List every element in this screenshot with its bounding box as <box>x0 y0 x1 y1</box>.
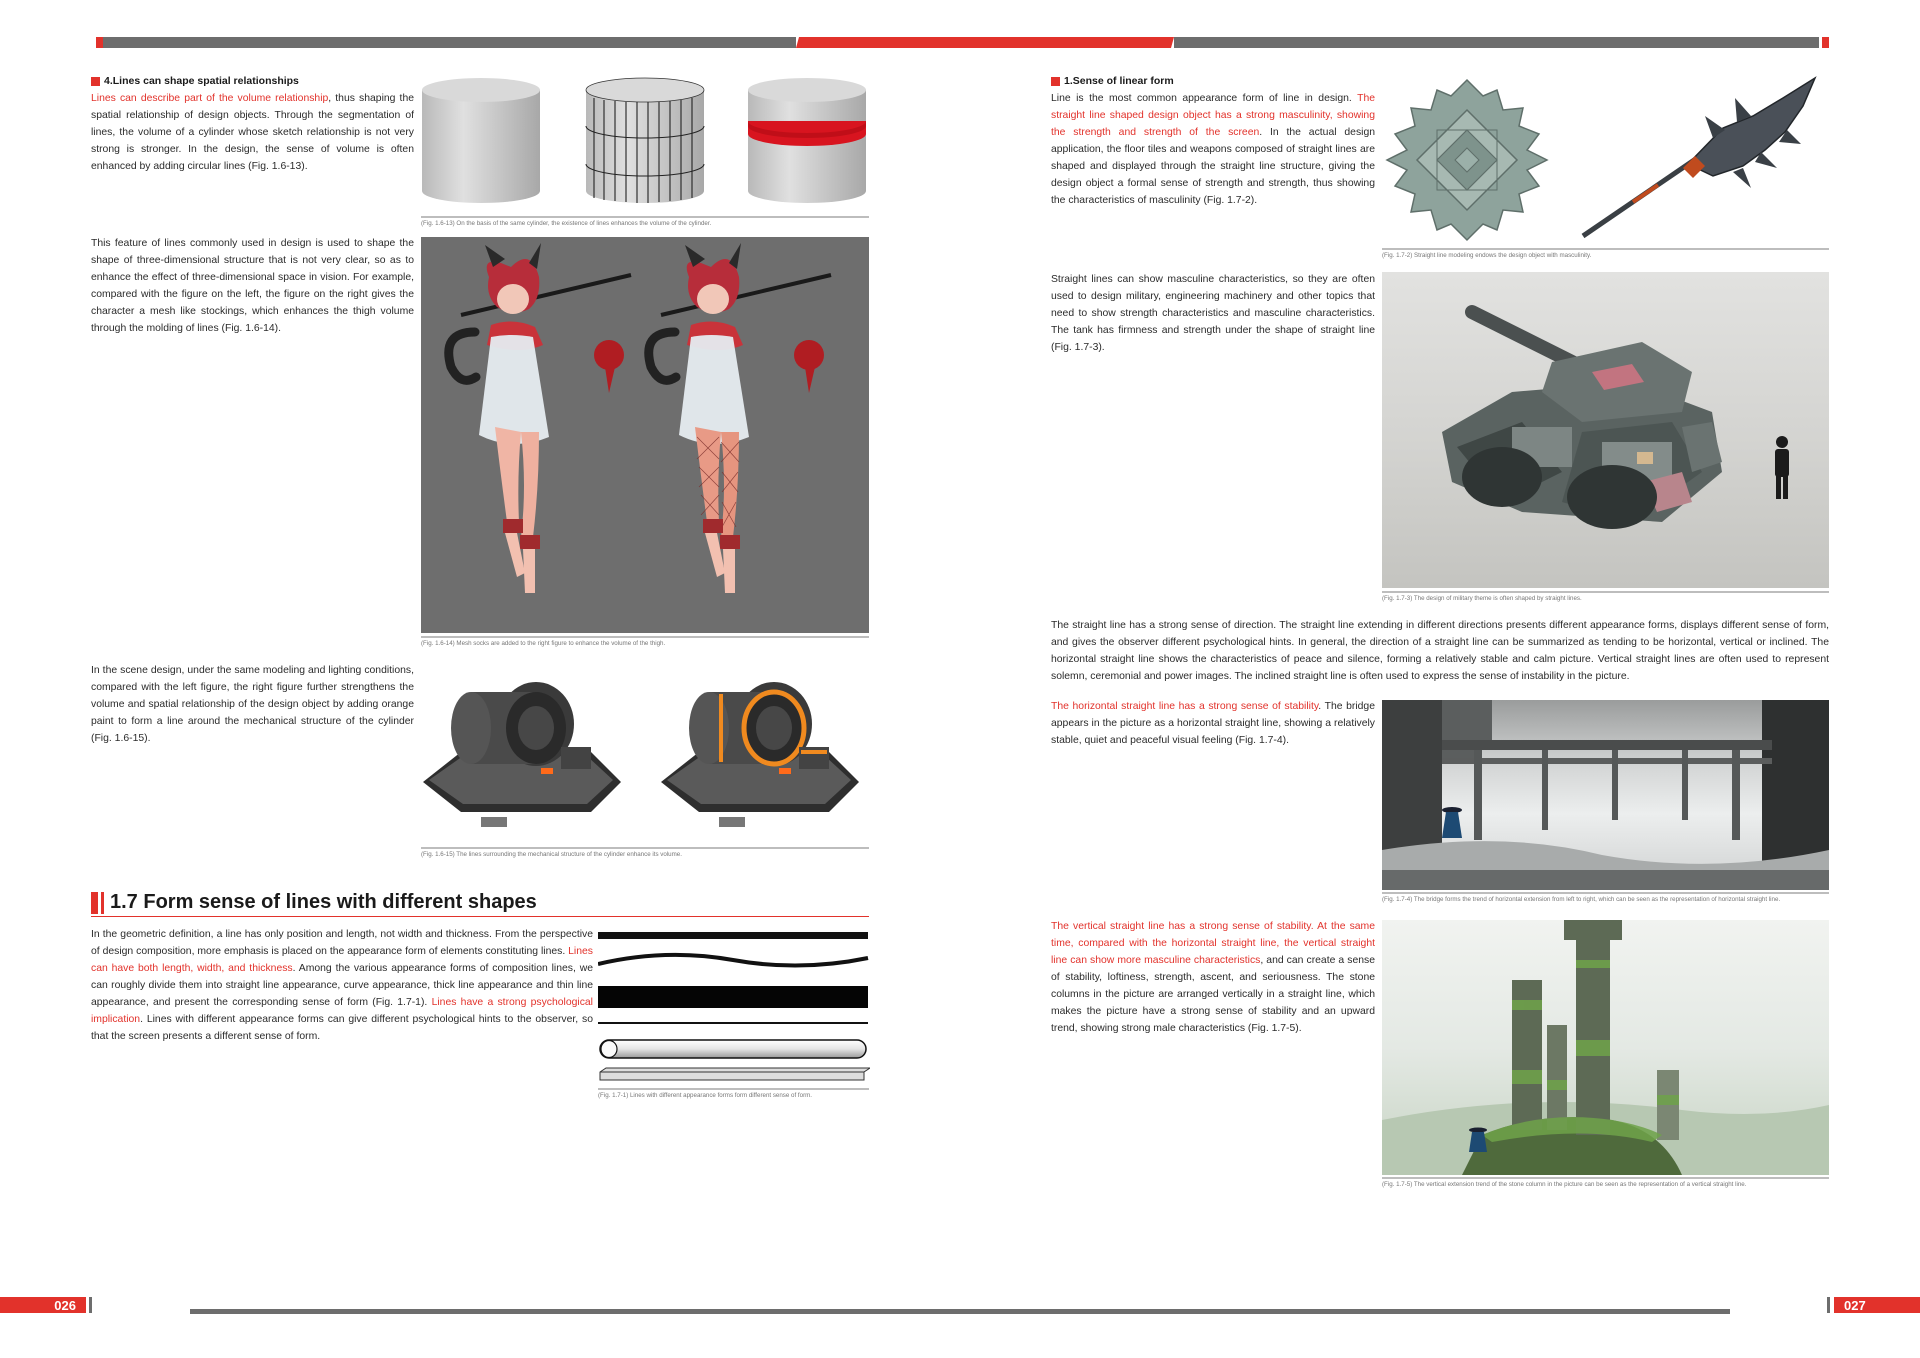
paragraph-text: . Among the various appearance forms of composition lines, we can roughly divide them into straight line appearance, curve appearance, thick line appearance and thin line appearance, and present the corresponding sense of form (Fig. 1.7-1). <box>91 963 593 1008</box>
caption-fig-1-6-14: (Fig. 1.6-14) Mesh socks are added to the right figure to enhance the volume of the thigh. <box>421 636 869 647</box>
figure-bridge <box>1382 700 1829 890</box>
wanderer-figure <box>1442 807 1462 838</box>
machine-right <box>661 682 859 827</box>
section-title-text: 1.7 Form sense of lines with different shapes <box>110 891 537 913</box>
header-bar-red-mark-left <box>96 37 103 48</box>
caption-fig-1-7-5: (Fig. 1.7-5) The vertical extension trend of the stone column in the picture can be seen as the representation of a vertical straight line. <box>1382 1177 1829 1188</box>
paragraph-line-forms <box>91 926 593 1045</box>
wanderer-figure-2 <box>1469 1128 1487 1153</box>
heading-square-icon <box>91 77 100 86</box>
caption-fig-1-6-13: (Fig. 1.6-13) On the basis of the same cylinder, the existence of lines enhances the volume of the cylinder. <box>421 216 869 227</box>
paragraph-volume <box>91 90 414 175</box>
figure-character-mesh <box>421 237 869 633</box>
highlight-text: The straight line shaped design object has a strong masculinity, showing the strength and strength of the screen <box>1051 93 1375 138</box>
section-heading-4-text: 4.Lines can shape spatial relationships <box>104 75 299 87</box>
section-heading-4 <box>91 75 421 87</box>
line-form-thick-straight <box>598 932 868 939</box>
spear-weapon <box>1583 78 1815 236</box>
figure-line-forms <box>598 928 870 1086</box>
paragraph-text: . The bridge appears in the picture as a horizontal straight line, showing a relatively stable, quiet and peaceful visual feeling (Fig. 1.7-4). <box>1051 701 1375 746</box>
header-bar-red-mark-right <box>1822 37 1829 48</box>
footer-mark-right <box>1827 1297 1830 1313</box>
highlight-text: Lines can have both length, width, and thickness <box>91 946 593 974</box>
line-form-rod <box>600 1040 866 1058</box>
figure-cylinders <box>420 76 870 208</box>
section-heading-1-text: 1.Sense of linear form <box>1064 75 1174 87</box>
paragraph-mesh: This feature of lines commonly used in design is used to shape the shape of three-dimensional structure that is not very clear, so as to enhance the effect of three-dimensional space in vision. For example, compared with the figure on the left, the figure on the right gives the character a mesh like stockings, which enhances the thigh volume through the molding of lines (Fig. 1.6-14). <box>91 238 414 334</box>
caption-fig-1-7-1: (Fig. 1.7-1) Lines with different appearance forms form different sense of form. <box>598 1088 869 1099</box>
heading-square-icon <box>1051 77 1060 86</box>
page-number-box-left <box>0 1297 86 1313</box>
line-form-plank <box>600 1068 870 1080</box>
paragraph-text: . In the actual design application, the floor tiles and weapons composed of straight lines are shaped and displayed through the straight line structure, giving the design object a formal sense of strength and strength, thus showing the characteristics of masculinity (Fig. 1.7-2). <box>1051 127 1375 206</box>
header-bar-right-gray <box>1174 37 1819 48</box>
title-bar-mark <box>91 892 98 914</box>
page-number-left: 026 <box>54 1297 76 1313</box>
header-bar-red <box>796 37 1174 48</box>
line-form-curve <box>598 955 868 966</box>
section-title-1-7 <box>91 889 869 917</box>
soldier-silhouette <box>1775 436 1789 499</box>
page-number-right: 027 <box>1844 1297 1866 1313</box>
highlight-text: Lines have a strong psychological implication <box>91 997 593 1025</box>
paragraph-scene: In the scene design, under the same modeling and lighting conditions, compared with the left figure, the right figure further strengthens the volume and spatial relationship of the design object by adding orange paint to form a line around the mechanical structure of the cylinder (Fig. 1.6-15). <box>91 665 414 744</box>
footer-mark-left <box>89 1297 92 1313</box>
highlight-text: The horizontal straight line has a strong sense of stability <box>1051 701 1319 712</box>
paragraph-tank: Straight lines can show masculine characteristics, so they are often used to design military, engineering machinery and other topics that need to show strength characteristics and masculine characteristics. The tank has firmness and strength under the shape of straight line (Fig. 1.7-3). <box>1051 274 1375 353</box>
paragraph-vertical <box>1051 918 1375 1037</box>
paragraph-linear-form <box>1051 90 1375 209</box>
footer-bar <box>190 1309 1730 1314</box>
cylinder-plain <box>422 78 540 203</box>
caption-fig-1-7-4: (Fig. 1.7-4) The bridge forms the trend of horizontal extension from left to right, which can be seen as the representation of horizontal straight line. <box>1382 892 1829 903</box>
floor-tile <box>1387 80 1547 240</box>
paragraph-text: In the geometric definition, a line has only position and length, not width and thickness. From the perspective of design composition, more emphasis is placed on the appearance form of elements constituting lines. <box>91 929 593 957</box>
highlight-text: The vertical straight line has a strong sense of stability. At the same time, compared with the horizontal straight line, the vertical straight line can show more masculine characteristics <box>1051 921 1375 966</box>
character-right <box>649 243 831 593</box>
paragraph-text: Line is the most common appearance form of line in design. <box>1051 93 1358 104</box>
paragraph-text: , thus shaping the spatial relationship of design objects. Through the segmentation of lines, the volume of a cylinder whose sketch relationship is not very strong is stronger. In the design, the sense of volume is often enhanced by adding circular lines (Fig. 1.6-13). <box>91 93 414 172</box>
figure-tank <box>1382 272 1829 588</box>
cylinder-lined <box>586 78 704 203</box>
figure-tile-weapon <box>1383 76 1829 244</box>
caption-fig-1-7-3: (Fig. 1.7-3) The design of military theme is often shaped by straight lines. <box>1382 591 1829 602</box>
caption-fig-1-7-2: (Fig. 1.7-2) Straight line modeling endows the design object with masculinity. <box>1382 248 1829 259</box>
paragraph-text: , and can create a sense of stability, loftiness, strength, ascent, and seriousness. The stone columns in the picture are arranged vertically in a straight line, which makes the picture have a strong sense of stability and an upward trend, showing strong male characteristics (Fig. 1.7-5). <box>1051 955 1375 1034</box>
figure-stone-columns <box>1382 920 1829 1175</box>
machine-left <box>423 682 621 827</box>
paragraph-direction: The straight line has a strong sense of direction. The straight line extending in different directions presents different appearance forms, displays different sense of form, and gives the observer different psychological hints. In general, the direction of a straight line can be summarized as tending to be horizontal, vertical or inclined. The horizontal straight line shows the characteristics of peace and silence, forming a relatively stable and calm picture. Vertical straight lines are often used to represent solemn, ceremonial and power images. The inclined straight line is often used to express the sense of instability in the picture. <box>1051 620 1829 682</box>
line-form-bar <box>598 986 868 1008</box>
paragraph-text: . Lines with different appearance forms can give different psychological hints to the observer, so that the screen presents a different sense of form. <box>91 1014 593 1042</box>
page-number-box-right <box>1834 1297 1920 1313</box>
caption-fig-1-6-15: (Fig. 1.6-15) The lines surrounding the mechanical structure of the cylinder enhance its volume. <box>421 847 869 858</box>
highlight-text: Lines can describe part of the volume relationship <box>91 93 329 104</box>
paragraph-horizontal <box>1051 698 1375 749</box>
title-bar-mark-2 <box>101 892 104 914</box>
section-heading-1 <box>1051 75 1351 87</box>
cylinder-band <box>748 78 866 203</box>
header-bar-left-gray <box>96 37 796 48</box>
character-left <box>449 243 631 593</box>
figure-machines <box>421 662 869 842</box>
